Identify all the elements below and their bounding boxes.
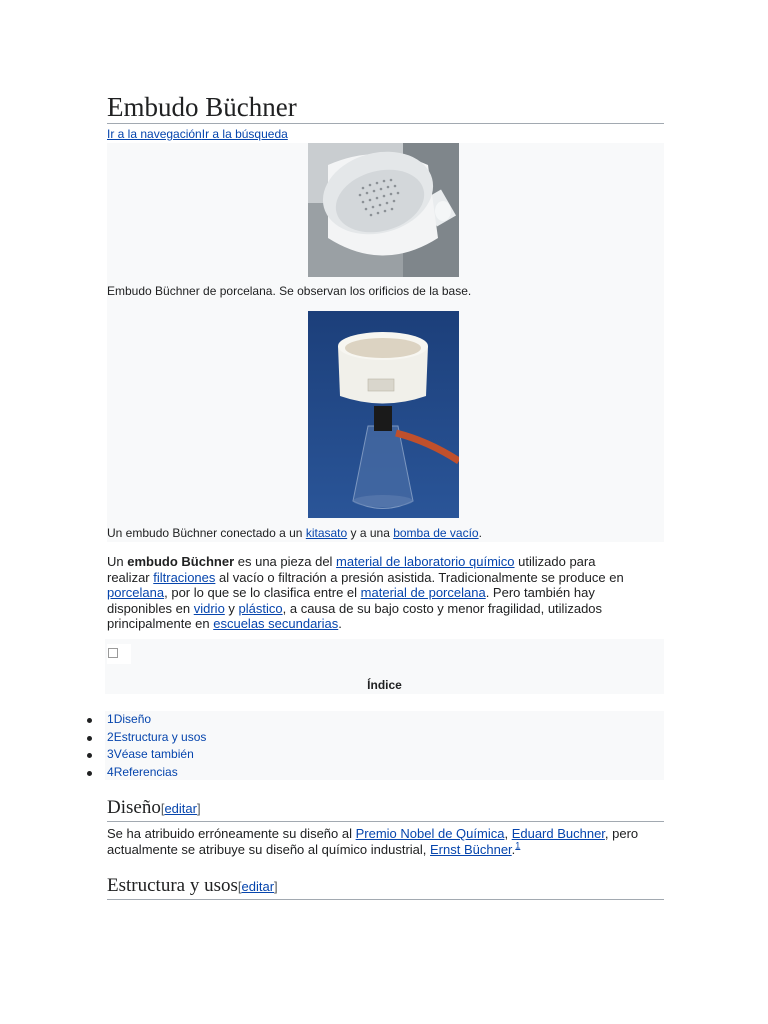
- intro-text: .: [338, 616, 342, 631]
- porcelain-material-link[interactable]: material de porcelana: [360, 585, 486, 600]
- caption-2-text-a: Un embudo Büchner conectado a un: [107, 526, 306, 540]
- toc-item[interactable]: [105, 764, 664, 782]
- toc-list: [105, 711, 664, 780]
- edit-section: [editar]: [160, 801, 201, 816]
- vacuum-pump-link[interactable]: bomba de vacío: [393, 526, 479, 540]
- intro-text: , a causa de su bajo costo y menor fragilidad, utilizados principalmente en: [107, 600, 603, 631]
- toc-number: 4: [107, 764, 114, 779]
- section-heading-estructura: [107, 874, 664, 900]
- toc-label: Referencias: [113, 764, 178, 779]
- nobel-prize-link[interactable]: Premio Nobel de Química: [355, 826, 505, 841]
- eduard-buchner-link[interactable]: Eduard Buchner: [511, 826, 605, 841]
- toc-link-estructura[interactable]: [107, 730, 206, 744]
- lab-material-link[interactable]: material de laboratorio químico: [336, 554, 515, 569]
- toc-box: [105, 639, 664, 694]
- figure-box: [107, 143, 664, 542]
- intro-text: Un: [107, 554, 128, 569]
- edit-link[interactable]: editar: [164, 801, 197, 816]
- toc-link-diseno[interactable]: [107, 712, 151, 726]
- paragraph-text: Se ha atribuido erróneamente su diseño al: [107, 826, 356, 841]
- intro-text: , por lo que se lo clasifica entre el: [164, 585, 361, 600]
- toc-number: 2: [107, 729, 114, 744]
- toc-item[interactable]: [105, 746, 664, 764]
- intro-text: . Pero también hay disponibles en: [107, 585, 595, 616]
- figure-caption-1: Embudo Büchner de porcelana. Se observan los orificios de la base.: [107, 284, 472, 298]
- toc-label: Diseño: [113, 712, 152, 726]
- edit-section: [editar]: [237, 879, 278, 894]
- checkbox-icon: [108, 648, 118, 658]
- section-heading-diseno: [107, 796, 664, 822]
- edit-link[interactable]: editar: [241, 879, 275, 894]
- skip-to-search-link[interactable]: Ir a la búsqueda: [201, 127, 288, 141]
- glass-link[interactable]: vidrio: [193, 600, 225, 616]
- secondary-schools-link[interactable]: escuelas secundarias: [213, 616, 339, 631]
- paragraph-text: .: [511, 841, 516, 857]
- toc-toggle-checkbox[interactable]: [107, 644, 131, 664]
- reference-link[interactable]: 1: [515, 840, 521, 851]
- filtration-link[interactable]: filtraciones: [153, 569, 216, 585]
- caption-2-text-c: .: [478, 526, 482, 540]
- figure-caption-2: [107, 526, 482, 541]
- paragraph-text: , pero actualmente se atribuye su diseño al químico industrial,: [107, 826, 639, 857]
- toc-label: Estructura y usos: [113, 729, 207, 744]
- toc-item[interactable]: [105, 711, 664, 729]
- kitasato-link[interactable]: kitasato: [305, 526, 348, 540]
- caption-2-text-b: y a una: [347, 526, 394, 540]
- porcelain-link[interactable]: porcelana: [107, 585, 165, 600]
- toc-item[interactable]: [105, 729, 664, 747]
- intro-text: es una pieza del: [234, 554, 337, 569]
- paragraph-text: ,: [504, 826, 512, 841]
- skip-links: [107, 127, 288, 142]
- toc-label: Véase también: [113, 747, 194, 761]
- toc-title: Índice: [367, 678, 402, 692]
- section-heading-text: Diseño: [107, 797, 161, 818]
- intro-bold-term: embudo Büchner: [127, 554, 235, 569]
- toc-number: 3: [107, 747, 114, 761]
- page-title: Embudo Büchner: [107, 91, 664, 124]
- intro-text: al vacío o filtración a presión asistida. Tradicionalmente se produce en: [215, 569, 624, 585]
- intro-text: y: [224, 600, 239, 616]
- section-heading-text: Estructura y usos: [107, 875, 238, 896]
- toc-link-vease[interactable]: [107, 747, 194, 761]
- ernst-buchner-link[interactable]: Ernst Büchner: [430, 841, 512, 857]
- diseno-paragraph: [107, 826, 652, 857]
- funnel-with-flask-image[interactable]: [308, 311, 459, 518]
- intro-paragraph: [107, 554, 627, 632]
- skip-to-navigation-link[interactable]: Ir a la navegación: [107, 127, 202, 141]
- porcelain-funnel-image[interactable]: [308, 143, 459, 277]
- toc-number: 1: [107, 712, 114, 726]
- plastic-link[interactable]: plástico: [238, 600, 283, 616]
- intro-text: utilizado para realizar: [107, 554, 596, 585]
- toc-link-referencias[interactable]: [107, 765, 178, 779]
